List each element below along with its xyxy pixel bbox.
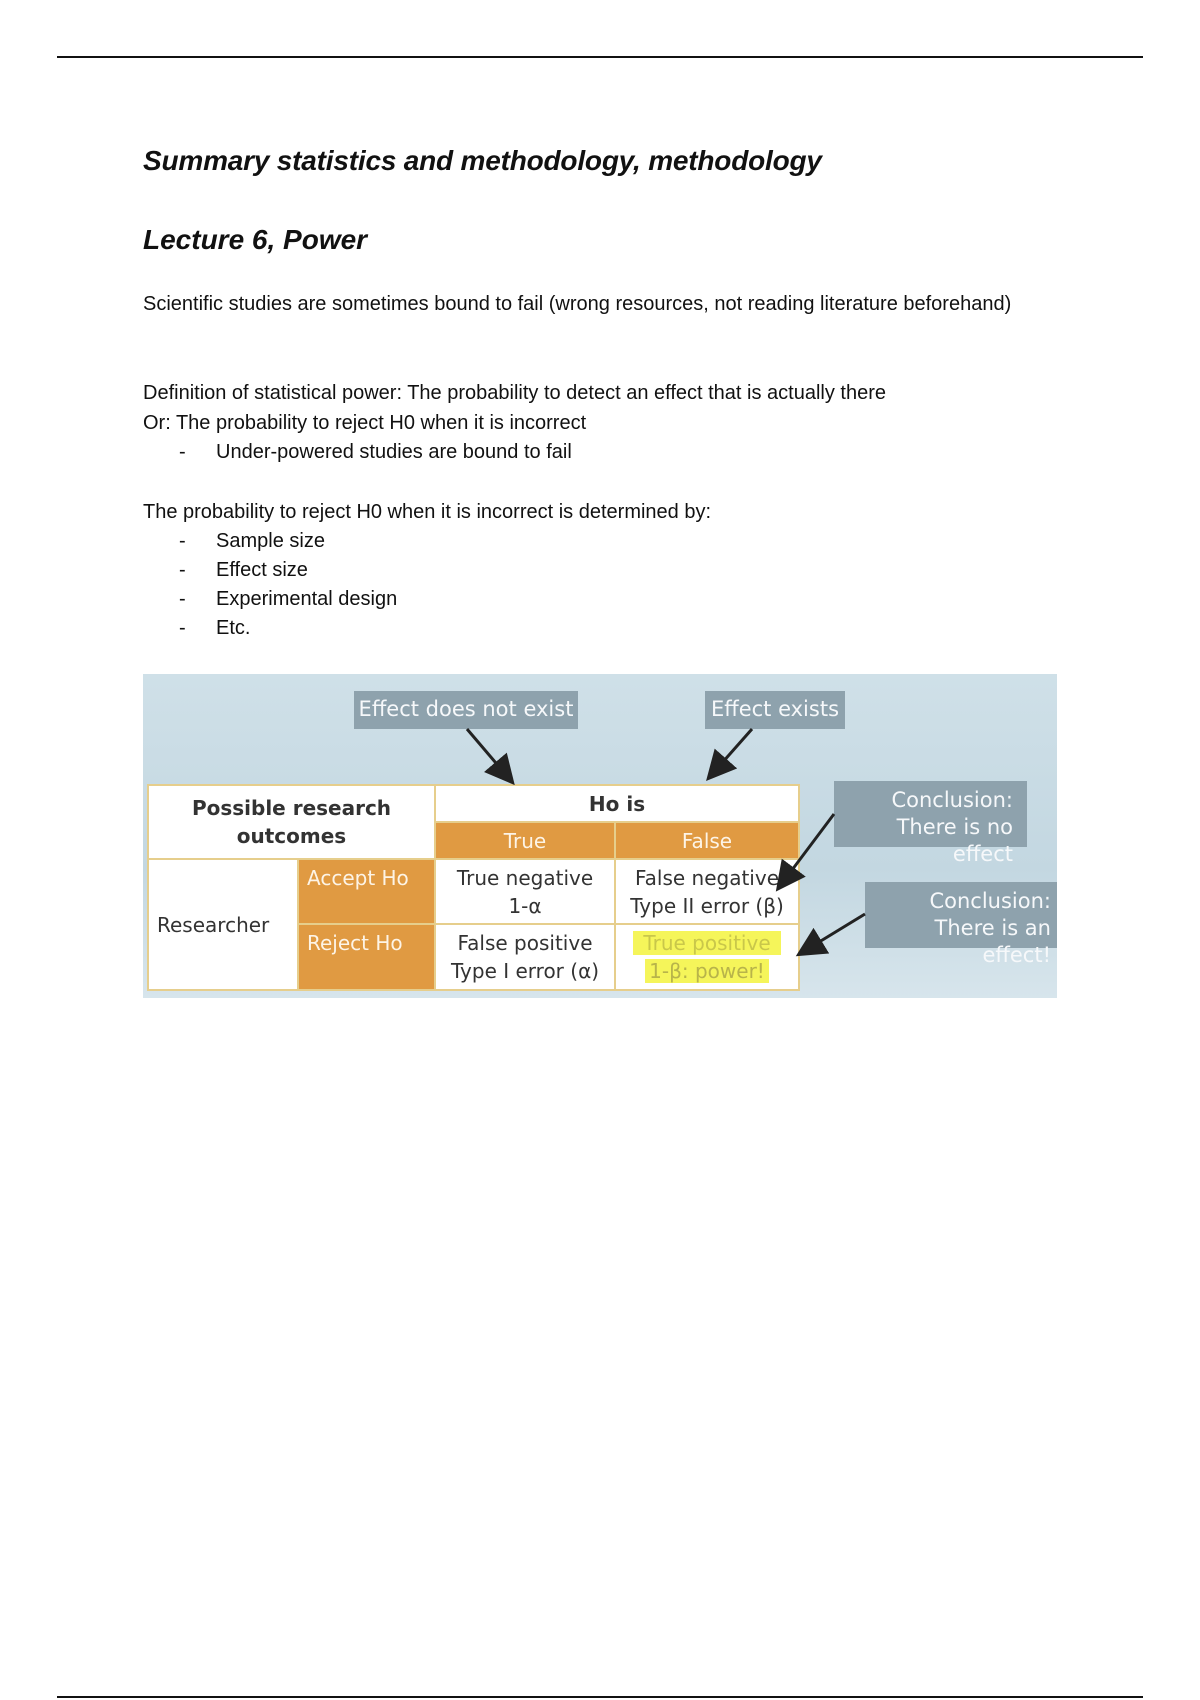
document-title: Summary statistics and methodology, methodology [143, 145, 822, 176]
accept-ho-cell: Accept Ho [298, 859, 435, 924]
true-positive-cell: True positive 1-β: power! [615, 924, 799, 990]
definition-line-2: Or: The probability to reject H0 when it is incorrect [143, 412, 587, 434]
bullet-marker: - [179, 530, 186, 552]
false-negative-cell: False negative Type II error (β) [615, 859, 799, 924]
arrow-to-false-negative [783, 814, 834, 882]
footer-rule [57, 1696, 1143, 1698]
reject-ho-cell: Reject Ho [298, 924, 435, 990]
determinants-list [143, 527, 397, 643]
definition-paragraph [143, 378, 1043, 438]
bullet-marker: - [179, 559, 186, 581]
bullet-marker: - [179, 441, 186, 463]
list-item: - Etc. [143, 614, 397, 643]
arrow-to-false-column [714, 729, 752, 772]
true-negative-cell: True negative 1-α [435, 859, 615, 924]
bullet-marker: - [179, 588, 186, 610]
researcher-cell: Researcher [148, 859, 298, 990]
ho-header-cell: Ho is [435, 785, 799, 822]
list-item: - Effect size [143, 556, 397, 585]
callout-effect-not-exist: Effect does not exist [354, 691, 578, 729]
arrow-to-true-positive [806, 914, 865, 950]
lecture-title: Lecture 6, Power [143, 224, 368, 255]
diagram-arrows [143, 674, 1057, 998]
false-column-header: False [615, 822, 799, 859]
determinants-intro: The probability to reject H0 when it is incorrect is determined by: [143, 501, 712, 523]
intro-paragraph: Scientific studies are sometimes bound to fail (wrong resources, not reading literature beforehand) [143, 293, 1012, 315]
arrow-to-true-column [467, 729, 507, 776]
table-corner-cell: Possible research outcomes [148, 785, 435, 859]
true-column-header: True [435, 822, 615, 859]
false-positive-cell: False positive Type I error (α) [435, 924, 615, 990]
definition-line-1: Definition of statistical power: The probability to detect an effect that is actually there [143, 382, 886, 404]
header-rule [57, 56, 1143, 58]
callout-conclusion-no-effect: Conclusion: There is no effect [834, 781, 1027, 847]
callout-effect-exists: Effect exists [705, 691, 845, 729]
callout-conclusion-effect: Conclusion: There is an effect! [865, 882, 1057, 948]
power-outcomes-diagram [143, 674, 1057, 998]
definition-bullets [143, 438, 572, 467]
list-item: - Under-powered studies are bound to fail [143, 438, 572, 467]
list-item: - Sample size [143, 527, 397, 556]
list-item: - Experimental design [143, 585, 397, 614]
bullet-marker: - [179, 617, 186, 639]
